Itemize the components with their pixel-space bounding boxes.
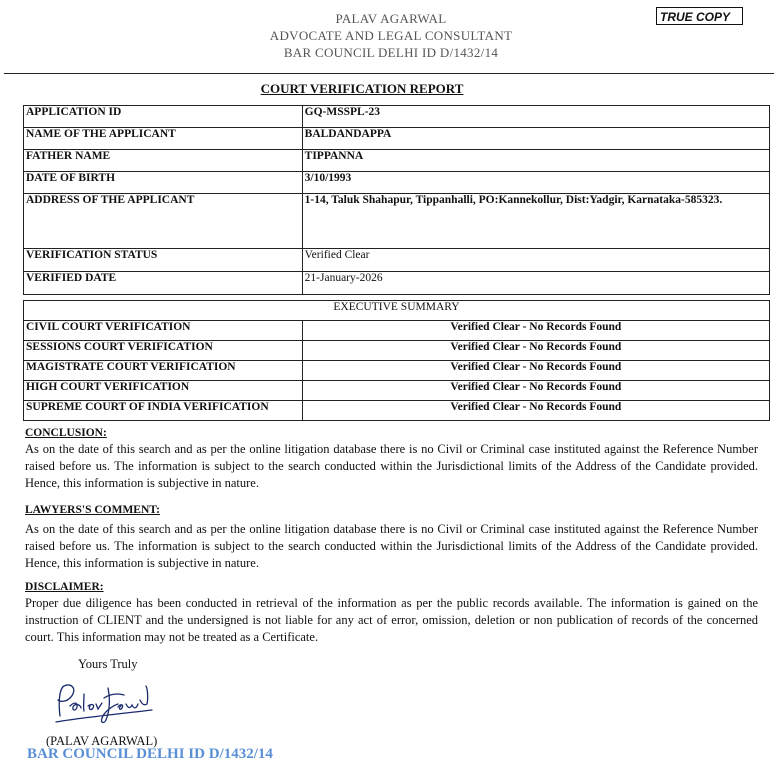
table-row (24, 128, 770, 150)
table-row (24, 381, 770, 401)
closing-text: Yours Truly (78, 657, 138, 671)
detail-label: NAME OF THE APPLICANT (24, 128, 303, 150)
table-row (24, 249, 770, 272)
advocate-bar-id: BAR COUNCIL DELHI ID D/1432/14 (283, 45, 499, 60)
disclaimer-heading: DISCLAIMER: (25, 581, 104, 593)
detail-value: 21-January-2026 (302, 272, 769, 295)
detail-value: 1-14, Taluk Shahapur, Tippanhalli, PO:Kannekollur, Dist:Yadgir, Karnataka-585323. (302, 194, 769, 249)
executive-summary-table (23, 300, 770, 421)
executive-summary-heading: EXECUTIVE SUMMARY (24, 301, 770, 321)
disclaimer-text: Proper due diligence has been conducted in retrieval of the information as per the public records available. The information is gained on the instruction of CLIENT and the undersigned is not liable for any act of error, omission, deletion or non publication of records of the concerned court. This information may not be treated as a Certificate. (25, 596, 758, 644)
lawyers-comment-text: As on the date of this search and as per the online litigation database there is no Civil or Criminal case instituted against the Reference Number raised before us. The information is subject to the search conducted within the Jurisdictional limits of the Address of the Candidate provided. Hence, this information is subjective in nature. (25, 522, 758, 570)
advocate-designation: ADVOCATE AND LEGAL CONSULTANT (269, 28, 513, 43)
true-copy-stamp: TRUE COPY (656, 7, 743, 25)
signatory-name: (PALAV AGARWAL) (46, 734, 158, 748)
detail-label: DATE OF BIRTH (24, 172, 303, 194)
court-result: Verified Clear - No Records Found (302, 341, 769, 361)
signature-image (48, 680, 160, 728)
court-label: HIGH COURT VERIFICATION (24, 381, 303, 401)
report-title: COURT VERIFICATION REPORT (260, 81, 464, 96)
header-divider (4, 73, 774, 74)
footer-bar-id: BAR COUNCIL DELHI ID D/1432/14 (27, 746, 273, 762)
detail-value: 3/10/1993 (302, 172, 769, 194)
court-result: Verified Clear - No Records Found (302, 401, 769, 421)
table-row (24, 321, 770, 341)
detail-value: GQ-MSSPL-23 (302, 106, 769, 128)
table-row (24, 172, 770, 194)
court-result: Verified Clear - No Records Found (302, 321, 769, 341)
court-label: CIVIL COURT VERIFICATION (24, 321, 303, 341)
conclusion-heading: CONCLUSION: (25, 427, 107, 439)
detail-label: VERIFIED DATE (24, 272, 303, 295)
advocate-name: PALAV AGARWAL (335, 11, 447, 26)
detail-value: Verified Clear (302, 249, 769, 272)
table-row (24, 341, 770, 361)
table-row (24, 150, 770, 172)
court-label: MAGISTRATE COURT VERIFICATION (24, 361, 303, 381)
detail-label: APPLICATION ID (24, 106, 303, 128)
detail-value: TIPPANNA (302, 150, 769, 172)
detail-label: FATHER NAME (24, 150, 303, 172)
detail-value: BALDANDAPPA (302, 128, 769, 150)
table-row (24, 106, 770, 128)
table-row (24, 361, 770, 381)
court-label: SUPREME COURT OF INDIA VERIFICATION (24, 401, 303, 421)
detail-label: ADDRESS OF THE APPLICANT (24, 194, 303, 249)
table-row (24, 272, 770, 295)
table-row (24, 301, 770, 321)
court-label: SESSIONS COURT VERIFICATION (24, 341, 303, 361)
table-row (24, 401, 770, 421)
table-row (24, 194, 770, 249)
applicant-details-table (23, 105, 770, 295)
court-result: Verified Clear - No Records Found (302, 381, 769, 401)
court-result: Verified Clear - No Records Found (302, 361, 769, 381)
lawyers-comment-heading: LAWYERS'S COMMENT: (25, 504, 160, 516)
conclusion-text: As on the date of this search and as per the online litigation database there is no Civil or Criminal case instituted against the Reference Number raised before us. The information is subject to the search conducted within the Jurisdictional limits of the Address of the Candidate provided. Hence, this information is subjective in nature. (25, 442, 758, 490)
signature (48, 680, 160, 733)
detail-label: VERIFICATION STATUS (24, 249, 303, 272)
